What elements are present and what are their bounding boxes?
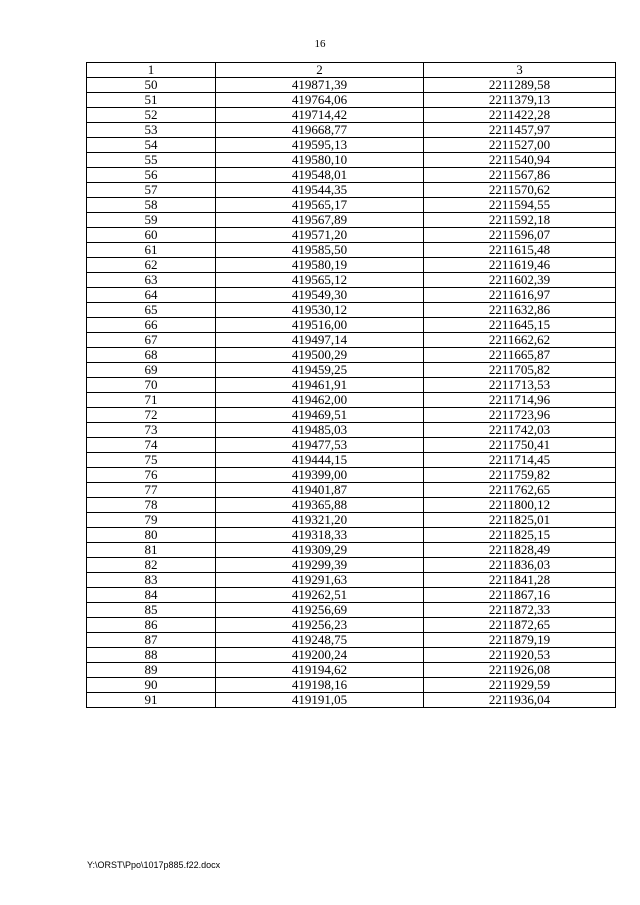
y-coordinate-cell: 2211936,04 (424, 693, 616, 708)
table-row (87, 348, 616, 363)
point-number-cell: 62 (87, 258, 216, 273)
point-number-cell: 72 (87, 408, 216, 423)
y-coordinate-cell: 2211665,87 (424, 348, 616, 363)
y-coordinate-cell: 2211289,58 (424, 78, 616, 93)
point-number-cell: 84 (87, 588, 216, 603)
y-coordinate-cell: 2211705,82 (424, 363, 616, 378)
x-coordinate-cell: 419565,17 (216, 198, 424, 213)
y-coordinate-cell: 2211867,16 (424, 588, 616, 603)
point-number-cell: 75 (87, 453, 216, 468)
table-row (87, 138, 616, 153)
table-row (87, 528, 616, 543)
x-coordinate-cell: 419256,69 (216, 603, 424, 618)
point-number-cell: 73 (87, 423, 216, 438)
point-number-cell: 76 (87, 468, 216, 483)
table-row (87, 228, 616, 243)
y-coordinate-cell: 2211759,82 (424, 468, 616, 483)
point-number-cell: 77 (87, 483, 216, 498)
point-number-cell: 67 (87, 333, 216, 348)
y-coordinate-cell: 2211750,41 (424, 438, 616, 453)
point-number-cell: 74 (87, 438, 216, 453)
point-number-cell: 81 (87, 543, 216, 558)
x-coordinate-cell: 419530,12 (216, 303, 424, 318)
x-coordinate-cell: 419585,50 (216, 243, 424, 258)
table-row (87, 333, 616, 348)
point-number-cell: 54 (87, 138, 216, 153)
table-row (87, 498, 616, 513)
table-row (87, 153, 616, 168)
point-number-cell: 63 (87, 273, 216, 288)
x-coordinate-cell: 419299,39 (216, 558, 424, 573)
table-row (87, 378, 616, 393)
point-number-cell: 56 (87, 168, 216, 183)
point-number-cell: 64 (87, 288, 216, 303)
table-row (87, 693, 616, 708)
point-number-cell: 66 (87, 318, 216, 333)
table-row (87, 408, 616, 423)
x-coordinate-cell: 419549,30 (216, 288, 424, 303)
point-number-cell: 61 (87, 243, 216, 258)
table-row (87, 573, 616, 588)
point-number-cell: 90 (87, 678, 216, 693)
point-number-cell: 79 (87, 513, 216, 528)
table-row (87, 198, 616, 213)
y-coordinate-cell: 2211632,86 (424, 303, 616, 318)
y-coordinate-cell: 2211619,46 (424, 258, 616, 273)
table-row (87, 438, 616, 453)
x-coordinate-cell: 419714,42 (216, 108, 424, 123)
y-coordinate-cell: 2211527,00 (424, 138, 616, 153)
x-coordinate-cell: 419401,87 (216, 483, 424, 498)
table-row (87, 78, 616, 93)
point-number-cell: 52 (87, 108, 216, 123)
table-row (87, 543, 616, 558)
x-coordinate-cell: 419500,29 (216, 348, 424, 363)
table-row (87, 258, 616, 273)
y-coordinate-cell: 2211926,08 (424, 663, 616, 678)
point-number-cell: 88 (87, 648, 216, 663)
y-coordinate-cell: 2211662,62 (424, 333, 616, 348)
point-number-cell: 55 (87, 153, 216, 168)
y-coordinate-cell: 2211594,55 (424, 198, 616, 213)
x-coordinate-cell: 419595,13 (216, 138, 424, 153)
x-coordinate-cell: 419399,00 (216, 468, 424, 483)
point-number-cell: 50 (87, 78, 216, 93)
point-number-cell: 60 (87, 228, 216, 243)
x-coordinate-cell: 419262,51 (216, 588, 424, 603)
table-row (87, 423, 616, 438)
footer-file-path: Y:\ORST\Ppo\1017p885.f22.docx (87, 860, 221, 870)
point-number-cell: 69 (87, 363, 216, 378)
column-header-y: 3 (424, 63, 616, 78)
table-row (87, 468, 616, 483)
point-number-cell: 86 (87, 618, 216, 633)
table-row (87, 663, 616, 678)
x-coordinate-cell: 419256,23 (216, 618, 424, 633)
y-coordinate-cell: 2211596,07 (424, 228, 616, 243)
table-row (87, 603, 616, 618)
x-coordinate-cell: 419191,05 (216, 693, 424, 708)
point-number-cell: 83 (87, 573, 216, 588)
table-row (87, 243, 616, 258)
page-number: 16 (314, 38, 326, 50)
table-header-row (87, 63, 616, 78)
y-coordinate-cell: 2211540,94 (424, 153, 616, 168)
y-coordinate-cell: 2211825,01 (424, 513, 616, 528)
table-row (87, 318, 616, 333)
point-number-cell: 71 (87, 393, 216, 408)
x-coordinate-cell: 419248,75 (216, 633, 424, 648)
x-coordinate-cell: 419516,00 (216, 318, 424, 333)
y-coordinate-cell: 2211742,03 (424, 423, 616, 438)
x-coordinate-cell: 419580,10 (216, 153, 424, 168)
x-coordinate-cell: 419764,06 (216, 93, 424, 108)
point-number-cell: 87 (87, 633, 216, 648)
y-coordinate-cell: 2211422,28 (424, 108, 616, 123)
y-coordinate-cell: 2211800,12 (424, 498, 616, 513)
table-row (87, 288, 616, 303)
x-coordinate-cell: 419544,35 (216, 183, 424, 198)
y-coordinate-cell: 2211879,19 (424, 633, 616, 648)
y-coordinate-cell: 2211825,15 (424, 528, 616, 543)
y-coordinate-cell: 2211920,53 (424, 648, 616, 663)
y-coordinate-cell: 2211457,97 (424, 123, 616, 138)
x-coordinate-cell: 419497,14 (216, 333, 424, 348)
y-coordinate-cell: 2211836,03 (424, 558, 616, 573)
point-number-cell: 70 (87, 378, 216, 393)
table-row (87, 213, 616, 228)
table-row (87, 123, 616, 138)
table-row (87, 303, 616, 318)
y-coordinate-cell: 2211602,39 (424, 273, 616, 288)
y-coordinate-cell: 2211929,59 (424, 678, 616, 693)
table-row (87, 453, 616, 468)
x-coordinate-cell: 419469,51 (216, 408, 424, 423)
x-coordinate-cell: 419309,29 (216, 543, 424, 558)
point-number-cell: 53 (87, 123, 216, 138)
y-coordinate-cell: 2211872,33 (424, 603, 616, 618)
y-coordinate-cell: 2211570,62 (424, 183, 616, 198)
y-coordinate-cell: 2211723,96 (424, 408, 616, 423)
point-number-cell: 65 (87, 303, 216, 318)
column-header-number: 1 (87, 63, 216, 78)
x-coordinate-cell: 419365,88 (216, 498, 424, 513)
y-coordinate-cell: 2211616,97 (424, 288, 616, 303)
point-number-cell: 58 (87, 198, 216, 213)
point-number-cell: 78 (87, 498, 216, 513)
table-row (87, 273, 616, 288)
table-row (87, 93, 616, 108)
point-number-cell: 59 (87, 213, 216, 228)
y-coordinate-cell: 2211828,49 (424, 543, 616, 558)
table-row (87, 513, 616, 528)
x-coordinate-cell: 419462,00 (216, 393, 424, 408)
x-coordinate-cell: 419461,91 (216, 378, 424, 393)
x-coordinate-cell: 419459,25 (216, 363, 424, 378)
table-row (87, 633, 616, 648)
x-coordinate-cell: 419580,19 (216, 258, 424, 273)
y-coordinate-cell: 2211714,96 (424, 393, 616, 408)
x-coordinate-cell: 419318,33 (216, 528, 424, 543)
column-header-x: 2 (216, 63, 424, 78)
point-number-cell: 80 (87, 528, 216, 543)
x-coordinate-cell: 419444,15 (216, 453, 424, 468)
y-coordinate-cell: 2211567,86 (424, 168, 616, 183)
x-coordinate-cell: 419548,01 (216, 168, 424, 183)
x-coordinate-cell: 419477,53 (216, 438, 424, 453)
point-number-cell: 82 (87, 558, 216, 573)
table-row (87, 678, 616, 693)
y-coordinate-cell: 2211714,45 (424, 453, 616, 468)
y-coordinate-cell: 2211762,65 (424, 483, 616, 498)
x-coordinate-cell: 419668,77 (216, 123, 424, 138)
y-coordinate-cell: 2211841,28 (424, 573, 616, 588)
point-number-cell: 91 (87, 693, 216, 708)
x-coordinate-cell: 419871,39 (216, 78, 424, 93)
x-coordinate-cell: 419565,12 (216, 273, 424, 288)
point-number-cell: 57 (87, 183, 216, 198)
x-coordinate-cell: 419567,89 (216, 213, 424, 228)
x-coordinate-cell: 419291,63 (216, 573, 424, 588)
table-row (87, 588, 616, 603)
x-coordinate-cell: 419200,24 (216, 648, 424, 663)
y-coordinate-cell: 2211645,15 (424, 318, 616, 333)
y-coordinate-cell: 2211713,53 (424, 378, 616, 393)
x-coordinate-cell: 419485,03 (216, 423, 424, 438)
point-number-cell: 68 (87, 348, 216, 363)
point-number-cell: 89 (87, 663, 216, 678)
x-coordinate-cell: 419321,20 (216, 513, 424, 528)
table-row (87, 363, 616, 378)
table-row (87, 483, 616, 498)
table-row (87, 108, 616, 123)
table-row (87, 168, 616, 183)
table-row (87, 558, 616, 573)
y-coordinate-cell: 2211872,65 (424, 618, 616, 633)
table-row (87, 648, 616, 663)
coordinates-table (86, 62, 616, 708)
y-coordinate-cell: 2211379,13 (424, 93, 616, 108)
y-coordinate-cell: 2211615,48 (424, 243, 616, 258)
table-row (87, 618, 616, 633)
table-row (87, 393, 616, 408)
table-body (87, 78, 616, 708)
x-coordinate-cell: 419198,16 (216, 678, 424, 693)
x-coordinate-cell: 419194,62 (216, 663, 424, 678)
table-row (87, 183, 616, 198)
y-coordinate-cell: 2211592,18 (424, 213, 616, 228)
point-number-cell: 85 (87, 603, 216, 618)
x-coordinate-cell: 419571,20 (216, 228, 424, 243)
point-number-cell: 51 (87, 93, 216, 108)
